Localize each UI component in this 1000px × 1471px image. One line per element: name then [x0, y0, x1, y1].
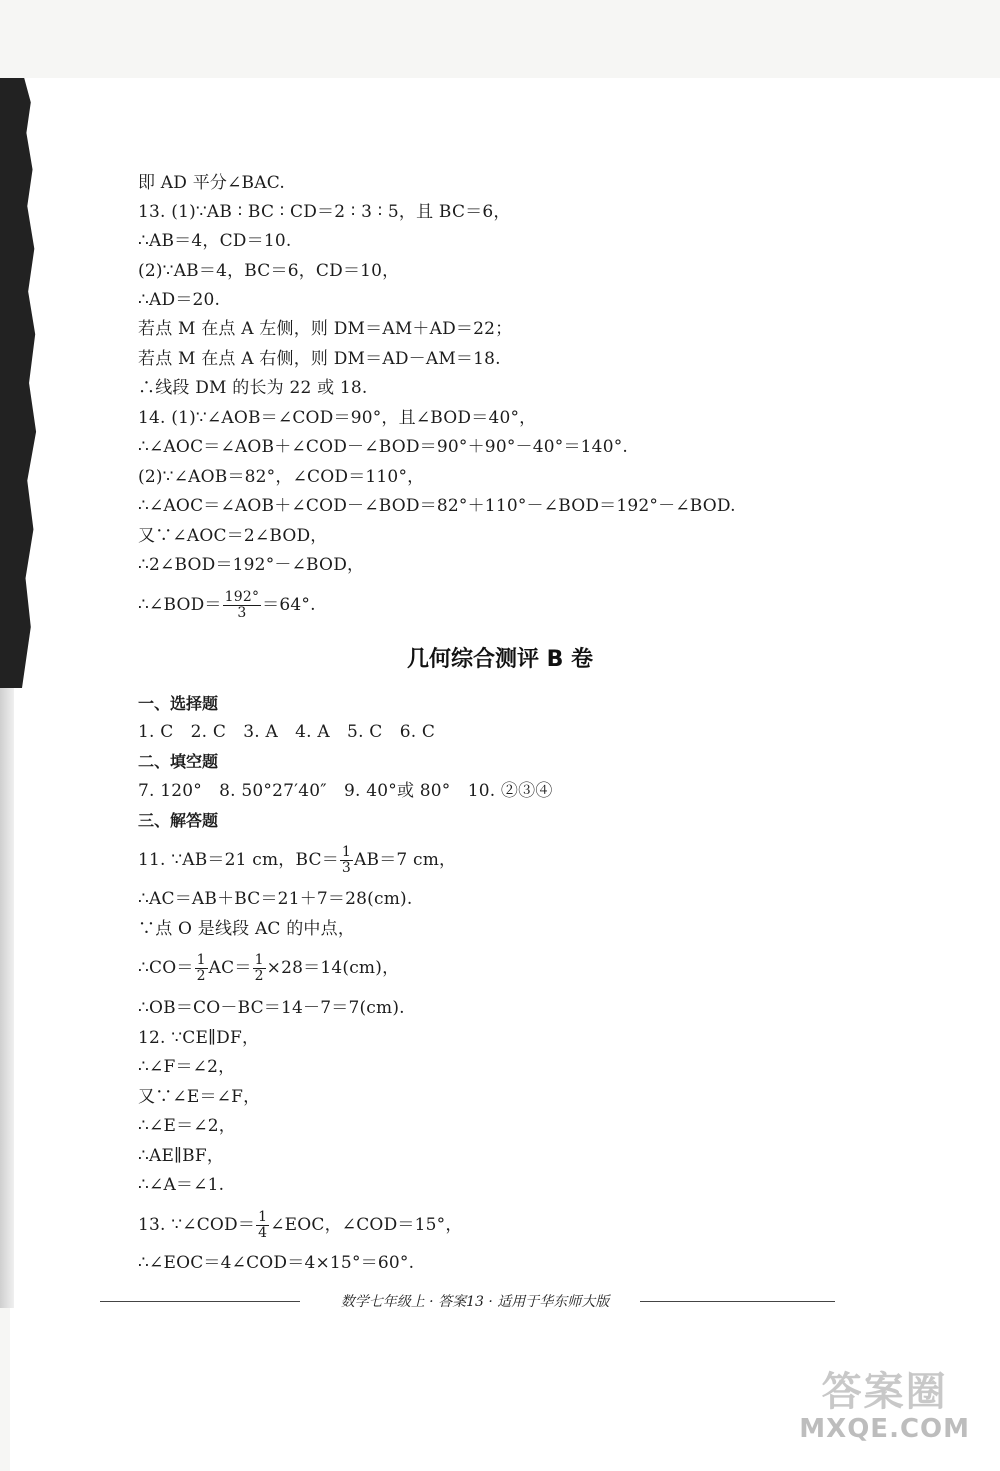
- solution-line-fraction: [138, 1210, 463, 1241]
- solution-line: 若点 M 在点 A 右侧，则 DM＝AD－AM＝18.: [138, 349, 501, 369]
- fraction: [195, 953, 208, 984]
- fraction-denominator: 3: [341, 860, 352, 876]
- fraction: [340, 845, 353, 876]
- page-shadow-edge: [0, 688, 14, 1308]
- expr-text: 11. ∵AB＝21 cm，BC＝: [138, 850, 339, 870]
- watermark-logo-text: 答案圈: [821, 1369, 948, 1415]
- section-heading-solve: 三、解答题: [138, 811, 219, 830]
- solution-line-fraction: [138, 845, 456, 876]
- fraction-denominator: 2: [254, 968, 264, 984]
- fraction-numerator: 1: [254, 952, 264, 968]
- solution-line: ∵点 O 是线段 AC 的中点，: [138, 919, 356, 939]
- solution-line: 又∵∠AOC＝2∠BOD，: [138, 526, 328, 546]
- footer-text: 数学七年级上 · 答案13 · 适用于华东师大版: [340, 1294, 610, 1310]
- expr-text: AC＝: [208, 958, 252, 978]
- solution-line: ∴∠F＝∠2，: [138, 1057, 236, 1077]
- expr-text: ∠EOC，∠COD＝15°，: [270, 1215, 463, 1235]
- fraction: [253, 953, 266, 984]
- footer-rule-left: [100, 1301, 300, 1302]
- solution-line: ∴线段 DM 的长为 22 或 18.: [138, 378, 368, 398]
- section-heading-choice: 一、选择题: [138, 694, 219, 713]
- solution-line: ∴∠EOC＝4∠COD＝4×15°＝60°.: [138, 1253, 415, 1273]
- solution-line-fraction: [138, 590, 316, 621]
- solution-line: 13. (1)∵AB ∶ BC ∶ CD＝2 ∶ 3 ∶ 5，且 BC＝6，: [138, 202, 511, 222]
- solution-line: ∴∠A＝∠1.: [138, 1175, 225, 1195]
- expr-text: ＝64°.: [262, 595, 316, 615]
- solution-line: ∴∠E＝∠2，: [138, 1116, 236, 1136]
- solution-line: ∴AD＝20.: [138, 290, 221, 310]
- solution-line: ∴∠AOC＝∠AOB＋∠COD－∠BOD＝82°＋110°－∠BOD＝192°－∠BOD.: [138, 496, 736, 516]
- expr-text: ∴CO＝: [138, 958, 194, 978]
- fraction-denominator: 4: [258, 1225, 268, 1241]
- solution-line: (2)∵AB＝4，BC＝6，CD＝10，: [138, 261, 400, 281]
- fraction-denominator: 2: [196, 968, 206, 984]
- solution-line: ∴AC＝AB＋BC＝21＋7＝28(cm).: [138, 889, 413, 909]
- answers-choice: 1. C 2. C 3. A 4. A 5. C 6. C: [138, 722, 436, 742]
- watermark: [799, 1370, 970, 1444]
- expr-text: AB＝7 cm，: [354, 850, 457, 870]
- solution-line: 12. ∵CE∥DF，: [138, 1028, 260, 1048]
- fraction-denominator: 3: [237, 605, 247, 621]
- watermark-url: MXQE.COM: [799, 1414, 970, 1444]
- page-title: 几何综合测评 B 卷: [406, 647, 594, 672]
- fraction-numerator: 1: [196, 952, 206, 968]
- fraction: [223, 590, 262, 621]
- solution-line: 若点 M 在点 A 左侧，则 DM＝AM＋AD＝22；: [138, 319, 513, 339]
- fraction-numerator: 1: [258, 1209, 268, 1225]
- answers-fill: 7. 120° 8. 50°27′40″ 9. 40°或 80° 10. ②③④: [138, 781, 553, 801]
- expr-text: ∴∠BOD＝: [138, 595, 222, 615]
- solution-line: 即 AD 平分∠BAC.: [138, 173, 285, 193]
- solution-line: ∴AB＝4，CD＝10.: [138, 231, 292, 251]
- solution-line: 14. (1)∵∠AOB＝∠COD＝90°，且∠BOD＝40°，: [138, 408, 537, 428]
- solution-line: ∴∠AOC＝∠AOB＋∠COD－∠BOD＝90°＋90°－40°＝140°.: [138, 437, 629, 457]
- solution-line: (2)∵∠AOB＝82°，∠COD＝110°，: [138, 467, 425, 487]
- fraction: [256, 1210, 269, 1241]
- solution-line-fraction: [138, 953, 399, 984]
- solution-line: ∴2∠BOD＝192°－∠BOD，: [138, 555, 365, 575]
- page-footer: [100, 1292, 835, 1312]
- solution-line: ∴AE∥BF，: [138, 1146, 225, 1166]
- solution-line: ∴OB＝CO－BC＝14－7＝7(cm).: [138, 998, 405, 1018]
- solution-line: 又∵∠E＝∠F，: [138, 1087, 261, 1107]
- fraction-numerator: 1: [341, 844, 352, 860]
- footer-rule-right: [640, 1301, 835, 1302]
- expr-text: ×28＝14(cm)，: [266, 958, 400, 978]
- section-heading-fill: 二、填空题: [138, 752, 219, 771]
- expr-text: 13. ∵∠COD＝: [138, 1215, 256, 1235]
- fraction-numerator: 192°: [224, 589, 260, 605]
